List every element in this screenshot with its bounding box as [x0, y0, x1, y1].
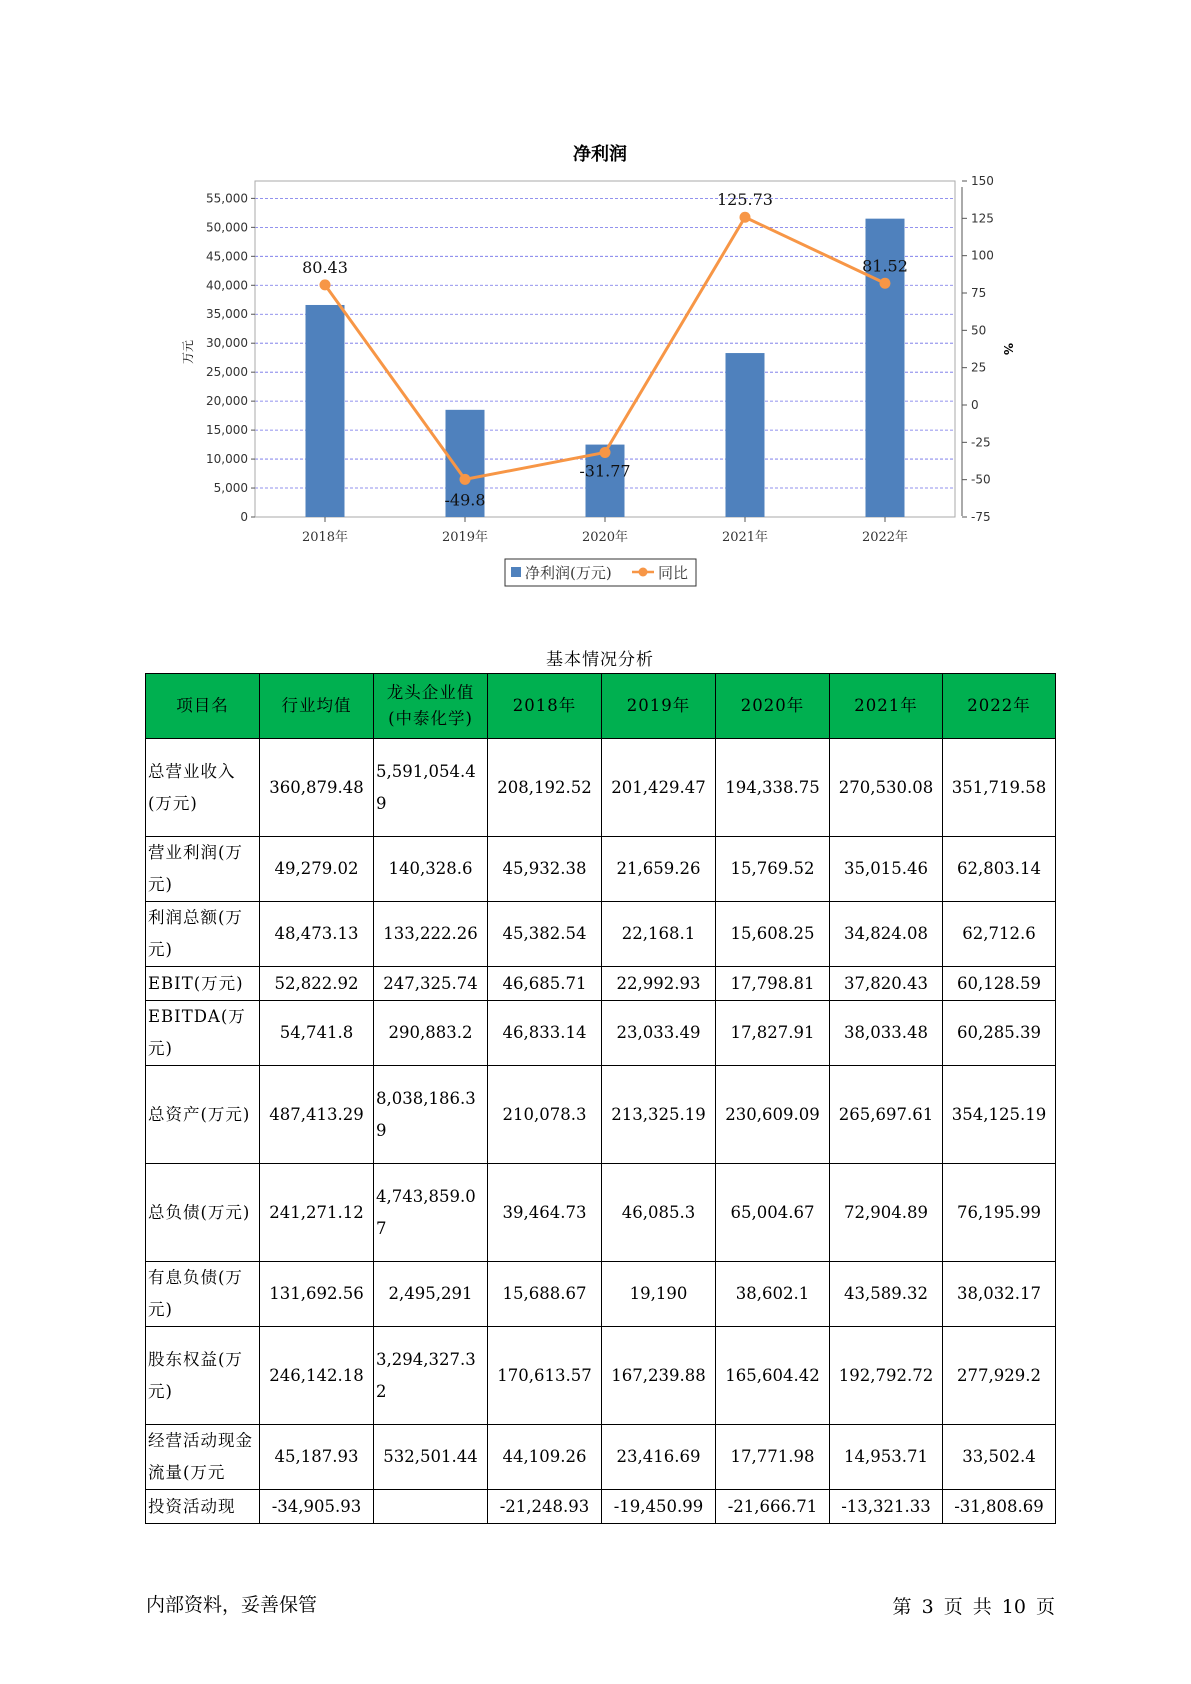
- bar: [306, 305, 345, 517]
- value-cell: 46,833.14: [488, 1001, 602, 1066]
- left-tick-label: 20,000: [206, 394, 248, 409]
- value-cell: 17,827.91: [716, 1001, 830, 1066]
- value-cell: 60,285.39: [943, 1001, 1056, 1066]
- value-cell: -21,666.71: [716, 1490, 830, 1524]
- right-tick-label: 25: [971, 360, 987, 375]
- value-cell: 38,032.17: [943, 1262, 1056, 1327]
- row-label-cell: EBIT(万元): [146, 967, 260, 1001]
- legend-line-label: 同比: [658, 564, 689, 582]
- value-cell: 14,953.71: [830, 1425, 943, 1490]
- value-cell: 192,792.72: [830, 1327, 943, 1425]
- footer-page-number: 第 3 页 共 10 页: [892, 1596, 1055, 1618]
- header-2022: 2022年: [943, 674, 1056, 739]
- data-label: 81.52: [862, 256, 908, 276]
- table-row: [146, 837, 1056, 902]
- value-cell: 15,688.67: [488, 1262, 602, 1327]
- row-label-cell: EBITDA(万元): [146, 1001, 260, 1066]
- left-tick-label: 30,000: [206, 336, 248, 351]
- value-cell: 140,328.6: [374, 837, 488, 902]
- row-label-cell: 经营活动现金流量(万元: [146, 1425, 260, 1490]
- value-cell: [374, 1490, 488, 1524]
- value-cell: 208,192.52: [488, 739, 602, 837]
- header-industry-average: 行业均值: [260, 674, 374, 739]
- table-row: [146, 1164, 1056, 1262]
- value-cell: 265,697.61: [830, 1066, 943, 1164]
- value-cell: 23,033.49: [602, 1001, 716, 1066]
- value-cell: 38,602.1: [716, 1262, 830, 1327]
- value-cell: 360,879.48: [260, 739, 374, 837]
- header-2019: 2019年: [602, 674, 716, 739]
- value-cell: 45,382.54: [488, 902, 602, 967]
- legend-bar-label: 净利润(万元): [525, 564, 612, 582]
- value-cell: -19,450.99: [602, 1490, 716, 1524]
- value-cell: 37,820.43: [830, 967, 943, 1001]
- value-cell: 46,685.71: [488, 967, 602, 1001]
- right-tick-label: -75: [971, 510, 991, 524]
- left-y-axis: [206, 191, 255, 524]
- value-cell: 45,932.38: [488, 837, 602, 902]
- value-cell: 4,743,859.07: [374, 1164, 488, 1262]
- value-cell: -31,808.69: [943, 1490, 1056, 1524]
- legend-line-marker: [639, 568, 648, 577]
- left-tick-label: 45,000: [206, 249, 248, 264]
- value-cell: 15,608.25: [716, 902, 830, 967]
- row-label-cell: 总负债(万元): [146, 1164, 260, 1262]
- value-cell: 76,195.99: [943, 1164, 1056, 1262]
- value-cell: 351,719.58: [943, 739, 1056, 837]
- table-row: [146, 739, 1056, 837]
- x-tick-label: 2022年: [861, 530, 909, 545]
- value-cell: 49,279.02: [260, 837, 374, 902]
- value-cell: 60,128.59: [943, 967, 1056, 1001]
- value-cell: 194,338.75: [716, 739, 830, 837]
- value-cell: 52,822.92: [260, 967, 374, 1001]
- bar: [726, 353, 765, 517]
- footer-confidential-note: 内部资料，妥善保管: [146, 1594, 318, 1616]
- value-cell: 19,190: [602, 1262, 716, 1327]
- value-cell: 247,325.74: [374, 967, 488, 1001]
- x-tick-label: 2018年: [301, 530, 349, 545]
- value-cell: 62,803.14: [943, 837, 1056, 902]
- net-profit-chart: [0, 0, 1191, 600]
- row-label-cell: 投资活动现: [146, 1490, 260, 1524]
- table-header-row: [146, 674, 1056, 739]
- left-tick-label: 10,000: [206, 452, 248, 467]
- chart-legend: [505, 559, 696, 586]
- right-tick-label: 75: [971, 286, 987, 300]
- header-2018: 2018年: [488, 674, 602, 739]
- value-cell: 246,142.18: [260, 1327, 374, 1425]
- right-axis-label: %: [1001, 342, 1015, 356]
- value-cell: 17,798.81: [716, 967, 830, 1001]
- table-row: [146, 1001, 1056, 1066]
- value-cell: 17,771.98: [716, 1425, 830, 1490]
- value-cell: -13,321.33: [830, 1490, 943, 1524]
- row-label-cell: 利润总额(万元): [146, 902, 260, 967]
- table-row: [146, 1425, 1056, 1490]
- table-caption: 基本情况分析: [546, 650, 654, 670]
- x-tick-label: 2020年: [581, 530, 629, 545]
- left-axis-label: 万元: [181, 339, 195, 365]
- value-cell: 241,271.12: [260, 1164, 374, 1262]
- point: [320, 279, 331, 290]
- data-label: -31.77: [579, 461, 631, 481]
- right-tick-label: 100: [971, 248, 994, 263]
- row-label-cell: 总营业收入(万元): [146, 739, 260, 837]
- legend-bar-swatch: [511, 567, 521, 577]
- value-cell: 170,613.57: [488, 1327, 602, 1425]
- value-cell: 270,530.08: [830, 739, 943, 837]
- left-tick-label: 25,000: [206, 365, 248, 380]
- data-label: 125.73: [717, 190, 773, 210]
- left-tick-label: 50,000: [206, 220, 248, 235]
- chart-title: 净利润: [573, 144, 627, 165]
- left-tick-label: 0: [240, 510, 248, 524]
- header-2021: 2021年: [830, 674, 943, 739]
- table-row: [146, 902, 1056, 967]
- value-cell: 23,416.69: [602, 1425, 716, 1490]
- header-item-name: 项目名: [146, 674, 260, 739]
- value-cell: 22,168.1: [602, 902, 716, 967]
- value-cell: 54,741.8: [260, 1001, 374, 1066]
- value-cell: 44,109.26: [488, 1425, 602, 1490]
- row-label-cell: 营业利润(万元): [146, 837, 260, 902]
- value-cell: 532,501.44: [374, 1425, 488, 1490]
- value-cell: 290,883.2: [374, 1001, 488, 1066]
- row-label-cell: 有息负债(万元): [146, 1262, 260, 1327]
- row-label-cell: 股东权益(万元): [146, 1327, 260, 1425]
- value-cell: 39,464.73: [488, 1164, 602, 1262]
- table-row: [146, 1327, 1056, 1425]
- value-cell: 48,473.13: [260, 902, 374, 967]
- value-cell: 277,929.2: [943, 1327, 1056, 1425]
- right-tick-label: 0: [971, 398, 979, 412]
- right-tick-label: -50: [971, 472, 991, 487]
- point: [460, 474, 471, 485]
- value-cell: 46,085.3: [602, 1164, 716, 1262]
- header-leading-company: 龙头企业值(中泰化学): [374, 674, 488, 739]
- value-cell: 62,712.6: [943, 902, 1056, 967]
- value-cell: 33,502.4: [943, 1425, 1056, 1490]
- x-tick-label: 2021年: [721, 530, 769, 545]
- table-row: [146, 967, 1056, 1001]
- point: [880, 278, 891, 289]
- row-label-cell: 总资产(万元): [146, 1066, 260, 1164]
- value-cell: -34,905.93: [260, 1490, 374, 1524]
- table-row: [146, 1066, 1056, 1164]
- value-cell: 354,125.19: [943, 1066, 1056, 1164]
- left-tick-label: 5,000: [213, 481, 248, 496]
- value-cell: 43,589.32: [830, 1262, 943, 1327]
- value-cell: 38,033.48: [830, 1001, 943, 1066]
- value-cell: 21,659.26: [602, 837, 716, 902]
- header-2020: 2020年: [716, 674, 830, 739]
- point: [740, 212, 751, 223]
- x-tick-label: 2019年: [441, 530, 489, 545]
- value-cell: 2,495,291: [374, 1262, 488, 1327]
- left-tick-label: 15,000: [206, 423, 248, 438]
- data-label: 80.43: [302, 257, 348, 277]
- value-cell: 201,429.47: [602, 739, 716, 837]
- left-tick-label: 35,000: [206, 307, 248, 322]
- right-y-axis: [962, 174, 994, 524]
- value-cell: 34,824.08: [830, 902, 943, 967]
- left-tick-label: 40,000: [206, 278, 248, 293]
- right-tick-label: 125: [971, 211, 994, 226]
- value-cell: 5,591,054.49: [374, 739, 488, 837]
- value-cell: 3,294,327.32: [374, 1327, 488, 1425]
- value-cell: 133,222.26: [374, 902, 488, 967]
- value-cell: 8,038,186.39: [374, 1066, 488, 1164]
- value-cell: 131,692.56: [260, 1262, 374, 1327]
- value-cell: -21,248.93: [488, 1490, 602, 1524]
- right-tick-label: 50: [971, 323, 987, 338]
- x-axis: [302, 517, 908, 545]
- point: [600, 447, 611, 458]
- table-row: [146, 1262, 1056, 1327]
- right-tick-label: 150: [971, 174, 994, 188]
- value-cell: 167,239.88: [602, 1327, 716, 1425]
- value-cell: 35,015.46: [830, 837, 943, 902]
- value-cell: 65,004.67: [716, 1164, 830, 1262]
- value-cell: 210,078.3: [488, 1066, 602, 1164]
- value-cell: 213,325.19: [602, 1066, 716, 1164]
- value-cell: 45,187.93: [260, 1425, 374, 1490]
- value-cell: 230,609.09: [716, 1066, 830, 1164]
- value-cell: 72,904.89: [830, 1164, 943, 1262]
- table-row: [146, 1490, 1056, 1524]
- value-cell: 165,604.42: [716, 1327, 830, 1425]
- line-series: [302, 190, 908, 509]
- data-label: -49.8: [444, 490, 486, 510]
- basic-analysis-table: [145, 673, 1056, 1524]
- value-cell: 487,413.29: [260, 1066, 374, 1164]
- right-tick-label: -25: [971, 435, 991, 450]
- value-cell: 15,769.52: [716, 837, 830, 902]
- value-cell: 22,992.93: [602, 967, 716, 1001]
- left-tick-label: 55,000: [206, 191, 248, 206]
